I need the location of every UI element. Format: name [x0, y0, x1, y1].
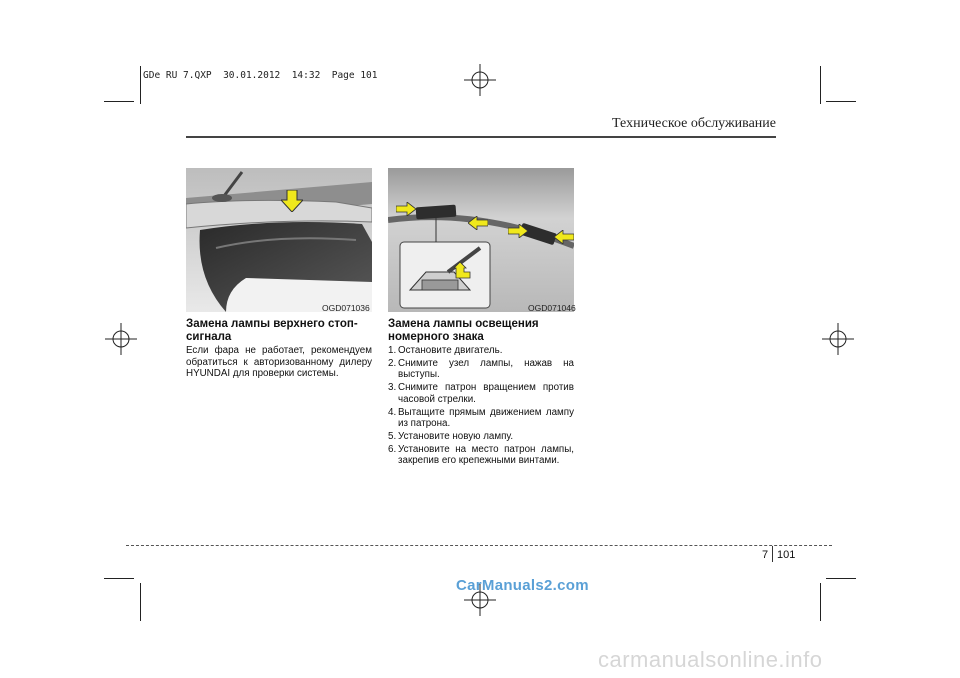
- title-rule: [186, 136, 776, 138]
- pointer-arrow-icon: [468, 216, 488, 230]
- figure-high-mount-stop-lamp: [186, 168, 372, 312]
- steps-list: [388, 345, 574, 468]
- paragraph-stop-lamp: Если фара не работает, рекомендуем обратиться к авторизованному дилеру HYUNDAI для проверки системы.: [186, 345, 372, 380]
- list-item: 4. Вытащите прямым движением лампу из патрона.: [388, 406, 574, 430]
- registration-mark-left: [105, 323, 137, 355]
- watermark-link[interactable]: CarManuals2.com: [456, 577, 589, 594]
- figure-code: OGD071036: [322, 303, 370, 313]
- heading-license-plate-lamp: Замена лампы освещения номерного знака: [388, 318, 539, 343]
- footer-rule: [126, 545, 832, 546]
- down-arrow-icon: [281, 190, 303, 212]
- figure-license-plate-lamp: [388, 168, 574, 312]
- print-header: GDe RU 7.QXP 30.01.2012 14:32 Page 101: [143, 70, 378, 81]
- registration-mark-top: [464, 64, 496, 96]
- list-item: 1. Остановите двигатель.: [388, 345, 503, 356]
- chapter-number: 7: [762, 549, 769, 561]
- chapter-separator: [772, 546, 773, 562]
- list-item: 5. Установите новую лампу.: [388, 430, 514, 442]
- list-item: 2. Снимите узел лампы, нажав на выступы.: [388, 357, 574, 381]
- pointer-arrow-icon: [554, 230, 574, 244]
- list-item: 3. Снимите патрон вращением против часовой стрелки.: [388, 382, 574, 405]
- figure-code: OGD071046: [528, 303, 576, 313]
- section-title: Техническое обслуживание: [612, 116, 776, 131]
- watermark-text: carmanualsonline.info: [598, 647, 823, 672]
- rotate-arrow-icon: [454, 262, 472, 280]
- registration-mark-right: [822, 323, 854, 355]
- page-number: 101: [777, 549, 796, 561]
- heading-high-mount-stop-lamp: Замена лампы верхнего стоп-сигнала: [186, 318, 358, 343]
- car-rear-illustration: [186, 168, 372, 312]
- list-item: 6. Установите на место патрон лампы, закрепив его крепежными винтами.: [388, 443, 574, 467]
- trunk-lid-illustration: [388, 168, 574, 312]
- pointer-arrow-icon: [508, 224, 528, 238]
- pointer-arrow-icon: [396, 202, 416, 216]
